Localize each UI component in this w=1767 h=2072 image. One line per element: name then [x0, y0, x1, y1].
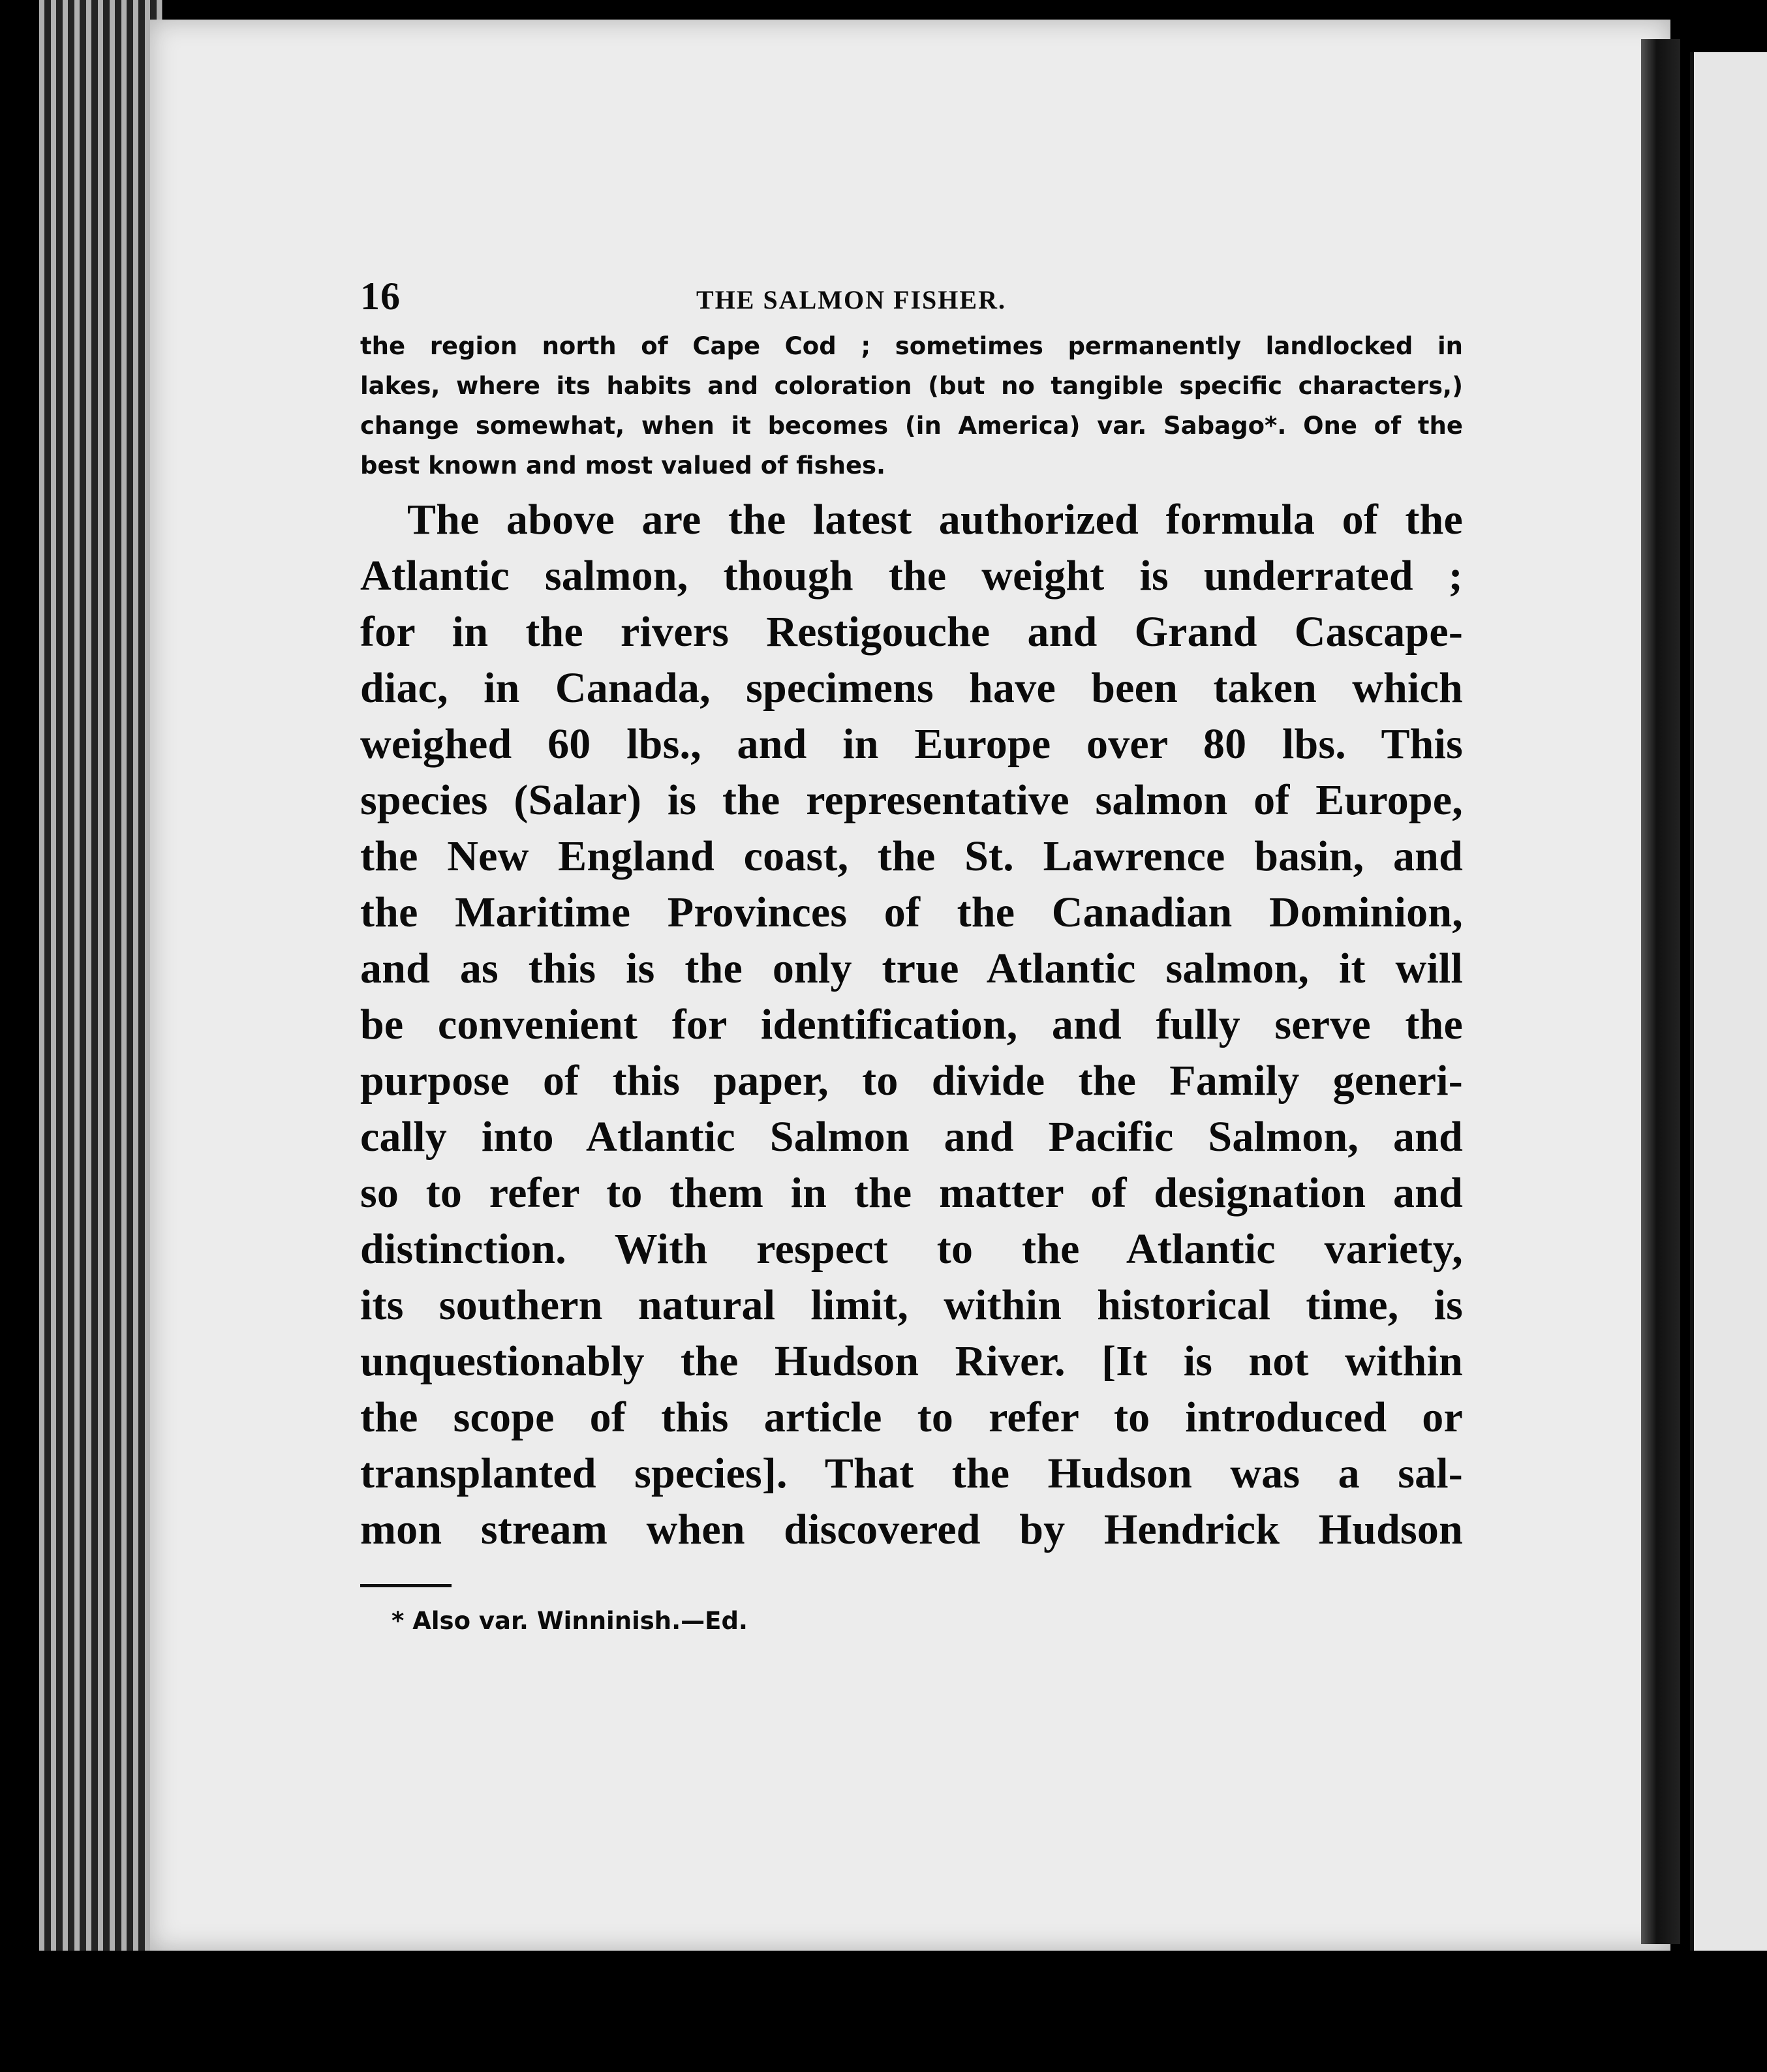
body-line: be convenient for identification, and fully serve the [360, 1001, 1463, 1048]
page-content [360, 274, 1463, 1635]
body-line: species (Salar) is the representative salmon of Europe, [360, 776, 1463, 824]
scan-border [0, 1951, 1767, 2072]
body-line: The above are the latest authorized formula of the [407, 496, 1463, 543]
facing-page-edge [1690, 52, 1767, 1957]
body-line: cally into Atlantic Salmon and Pacific Salmon, and [360, 1113, 1463, 1161]
intro-line: the region north of Cape Cod ; sometimes permanently landlocked in [360, 332, 1463, 360]
footnote: * Also var. Winninish.—Ed. [392, 1607, 748, 1635]
intro-line: change somewhat, when it becomes (in America) var. Sabago*. One of the [360, 412, 1463, 440]
body-line: so to refer to them in the matter of designation and [360, 1169, 1463, 1217]
body-line: transplanted species]. That the Hudson was a sal- [360, 1450, 1463, 1497]
body-line: Atlantic salmon, though the weight is underrated ; [360, 552, 1463, 600]
body-line: the New England coast, the St. Lawrence basin, and [360, 832, 1463, 880]
intro-line: best known and most valued of fishes. [360, 451, 886, 480]
intro-line: lakes, where its habits and coloration (but no tangible specific characters,) [360, 372, 1463, 400]
running-head: THE SALMON FISHER. [696, 285, 1006, 314]
intro-paragraph [360, 326, 1463, 485]
book-gutter [1641, 39, 1680, 1944]
stacked-page-edges [39, 0, 163, 1957]
body-line: its southern natural limit, within historical time, is [360, 1281, 1463, 1329]
body-line: diac, in Canada, specimens have been taken which [360, 664, 1463, 712]
body-line: weighed 60 lbs., and in Europe over 80 lbs. This [360, 720, 1463, 768]
main-paragraph [360, 492, 1463, 1558]
body-line: for in the rivers Restigouche and Grand Cascape- [360, 608, 1463, 656]
page-number: 16 [360, 275, 401, 318]
body-line: the scope of this article to refer to introduced or [360, 1394, 1463, 1441]
page-header [360, 274, 1463, 326]
footnote-rule [360, 1584, 452, 1587]
body-line: and as this is the only true Atlantic salmon, it will [360, 945, 1463, 992]
body-line: mon stream when discovered by Hendrick Hudson [360, 1506, 1463, 1553]
body-line: purpose of this paper, to divide the Family generi- [360, 1057, 1463, 1105]
body-line: distinction. With respect to the Atlantic variety, [360, 1225, 1463, 1273]
body-line: unquestionably the Hudson River. [It is not within [360, 1337, 1463, 1385]
body-line: the Maritime Provinces of the Canadian Dominion, [360, 889, 1463, 936]
